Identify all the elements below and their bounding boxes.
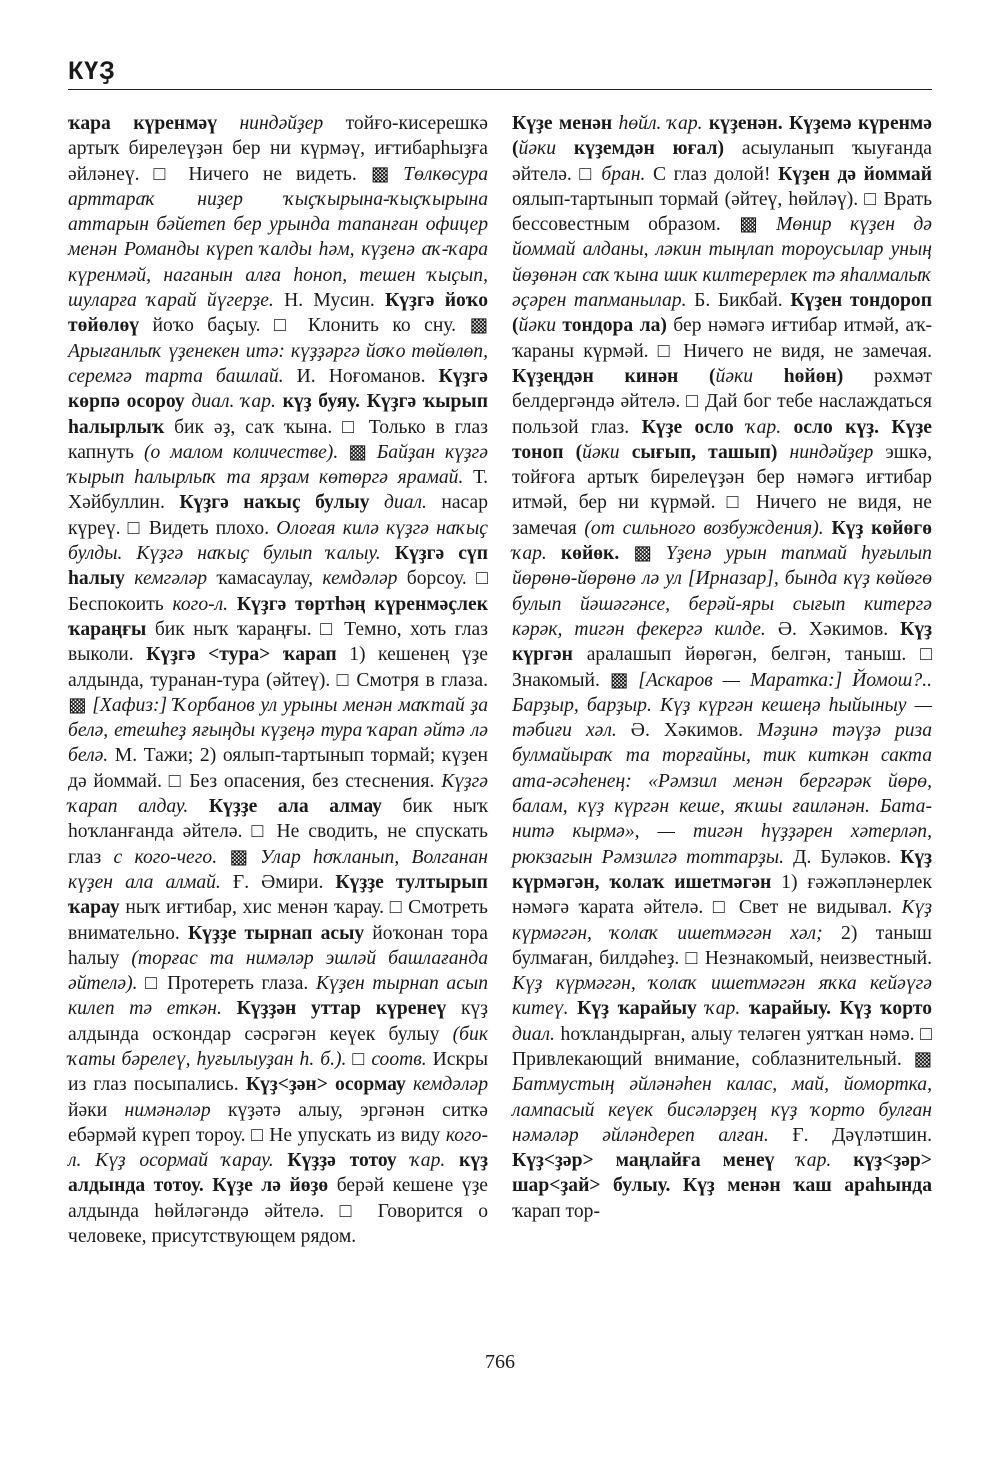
italic-text: соотв. [371,1048,427,1070]
body-text: йәки [68,1099,125,1121]
body-text: күҙәтә алыу, эргәнән ситкә ебәрмәй күреп тороу. □ Не упускать из виду [68,1099,488,1146]
body-text: Т. Хәйбуллин. [68,467,489,514]
body-text: ▩ [619,543,666,565]
headword-phrase: күҙ<ҙәр> шар<ҙай> булыу. Күҙ менән ҡаш араһында [512,1150,932,1197]
body-text: тойғо-кисерешкә артыҡ бирелеүҙән бер ни күрмәү, иғтибарһыҙға әйләнеү. □ Ничего не видеть. ▩ [68,113,488,185]
headword-phrase: Күҙе ослo [641,416,734,438]
headword-phrase: күҙенән. Күҙемә күренмә [708,113,932,134]
headword-phrase: ҡара күренмәү [68,113,218,134]
italic-text: Мөнир күҙен дә йоммай алданы, ләкин тыңлап тороусылар уның йөҙөнән саҡ ҡына шик килтерерлек тә яһалмалыҡ әҫәрен тапманылар. [512,214,932,312]
italic-text: ниндәйҙер [239,113,324,134]
body-text: 1) кешенең үҙе алдында, туранан-тура (әйтеү). □ Смотря в глаза. ▩ [68,644,488,716]
headword-phrase: тондора ла) [562,315,667,337]
headword-phrase: көйөк. [560,543,620,565]
italic-text: ҡар. [512,543,547,565]
italic-text: диал. [512,1023,555,1045]
italic-text: Күҙгә ҡарап алдау. [68,770,488,818]
body-text [753,366,784,387]
body-text [125,568,134,589]
body-text [774,1150,796,1171]
italic-text: [Аскаров — Маратка:] Йомош?.. Барҙыр, барҙыр. Күҙ күргән кешеңә һыйыныу — тәбиғи хәл. [512,669,932,742]
italic-text: [Хафиз:] Ҡорбанов ул урыны менән маҡтай ҙа белә, етешһеҙ яғыңды күҙеңә тура ҡарап әйтә лә белә. [68,694,488,767]
body-text [445,1150,459,1171]
body-text: Ә. Хәкимов. [765,618,901,640]
italic-text: йәки [715,365,754,387]
italic-text: кемдәләр [322,568,398,590]
body-text: ҡарап тор- [512,1200,600,1222]
body-text [217,113,239,134]
italic-text: һөйл. ҡар. [618,113,703,134]
headword-phrase: Күҙе менән [512,113,613,134]
body-text: ▩ [338,441,377,463]
page-number: 766 [485,1351,515,1373]
entry-paragraph [68,111,488,1249]
body-text: И. Ноғоманов. [283,365,439,387]
body-text [274,1150,288,1171]
body-text: насар күреү. □ Видеть плохо. [68,492,488,539]
italic-text: ҡар. [705,998,741,1020]
italic-text: ҡар. [746,416,782,438]
body-text [620,442,632,463]
headword-phrase: Күҙҙе тырнап асыу [187,922,365,944]
body-text [569,998,578,1019]
body-text [734,417,746,438]
body-text: берәй кешене үҙе алдында һөйләгәндә әйтелә. □ Говорится о человеке, присутствующем рядом. [68,1175,489,1248]
italic-text: Мәҙинә тәүҙә риза булмайыраҡ та торғайны, тик киткән сакта ата-әсәһенең: «Рәмзил менән бергәрәк йөрө, балам, күҙ күргән кеше, яҡшы ғаиләнән. Бата-нитә кырмә», — тигән һүҙҙәрен хәтерләп, рюкзагын Рәмзилгә тоттарҙы. [512,720,932,868]
body-text [381,543,395,564]
italic-text: йәки [518,138,556,160]
headword-phrase: Күҙгә йоҡо төйөлөү [68,290,488,337]
italic-text: ниндәйҙер [789,441,874,463]
italic-text: с кого-чего. [113,846,218,868]
italic-text: Улар һоҡланып, Волганан күҙен ала алмай. [68,846,489,893]
italic-text: нимәнәләр [124,1099,211,1121]
italic-text: ҡар. [410,1150,446,1172]
italic-text: (от сильного возбуждения). [584,517,824,539]
body-text [276,391,283,412]
headword-phrase: сығып, ташып) [631,441,778,463]
headword-phrase: Күҙ ҡарайыу [577,998,697,1020]
headword-phrase: ( [512,138,519,160]
body-text [777,442,789,463]
body-text: аралашып йөрөгән, белгән, таныш. □ Знакомый. ▩ [512,644,932,691]
body-text [370,492,384,513]
headword-phrase: Күҙ күрмәгән, ҡолаҡ ишетмәгән [512,846,933,893]
headword-phrase: Күҙен тондороп ( [512,290,932,337]
italic-text: кемдәләр [412,1074,488,1096]
body-text: Б. Бикбай. [686,290,791,312]
headword-phrase: ҡарайыу. Күҙ ҡорто [748,998,932,1020]
italic-text: (бик ҡаты бәрелеү, һуғылыуҙан һ. б.). [68,1023,488,1070]
body-text: □ Протереть глаза. [137,973,316,995]
body-text: Ғ. Дәүләтшин. [768,1124,932,1146]
body-text: бик ныҡ һоҡланғанда әйтелә. □ Не сводить, не спускать глаз [68,796,488,868]
italic-text: диал. ҡар. [191,391,276,413]
body-text [831,1150,853,1171]
body-text [547,543,561,564]
body-text: 1) ғәжәпләнерлек нәмәгә ҡарата әйтелә. □ Свет не видывал. [512,871,932,919]
body-text: һоҡландырған, алыу теләген уятҡан нәмә. □ Привлекающий внимание, соблазнительный. ▩ [512,1023,932,1070]
italic-text: Төлкөсура арттараҡ ниҙер ҡыҫҡырына-ҡыҫҡырына аттарын бәйетеп бер урында тапанған офицер менән Романды күреп ҡалды һәм, күҙенә аҡ-ҡара күренмәй, наганын алға һоноп, тешен ҡыҫып, шуларға ҡарай йүгерҙе. [68,163,488,312]
entry-paragraph [512,111,932,1224]
headword-phrase: күҙ алдында тотоу. Күҙе лә йөҙө [68,1150,489,1197]
running-head: КҮҘ [68,57,116,85]
italic-text: Күҙ күрмәгән, ҡолаҡ ишетмәгән яҡка кейәүгә китеү. [512,973,932,1020]
body-text: Искры из глаз посыпались. [68,1048,488,1096]
italic-text: Олоғая килә күҙгә наҡыҫ булды. Күҙгә наҡыҫ булып ҡалыу. [68,517,488,565]
body-text: бик әҙ, саҡ ҡына. □ Только в глаз капнуть [68,416,488,463]
body-text: □ [346,1048,372,1070]
headword-phrase: Күҙҙән уттар күренеү [236,998,447,1020]
body-text [397,1150,411,1171]
body-text: 2) таныш булмаған, билдәһеҙ. □ Незнакомый, неизвестный. [512,922,932,969]
body-text [556,138,574,159]
body-text: йоҡо баҫыу. □ Клонить ко сну. ▩ [139,315,488,337]
body-text: асыуланып ҡыуғанда әйтелә. □ [512,138,932,185]
body-text: рәхмәт белдергәндә әйтелә. □ Дай бог тебе наслаждаться пользой глаз. [512,365,932,438]
italic-text: Күҙен тырнап асып килеп тә еткән. [68,973,488,1020]
body-text: бик ныҡ ҡараңғы. □ Темно, хоть глаз выколи. [68,618,488,666]
italic-text: бран. [601,163,646,185]
headword-phrase: Күҙ<ҙән> осормау [245,1074,406,1096]
italic-text: Үҙенә урын тапмай һуғылып йөрөнө-йөрөнө лә ул [Ирназар], бында күҙ көйөгө булып йәшәгәнсе, берәй-яры сығып китергә кәрәк, тигән фекергә килде. [512,543,932,640]
headword-phrase: осло күҙ. Күҙе тоноп ( [512,416,933,463]
headword-phrase: Күҙгә сүп һалыу [68,543,488,590]
body-text: Ғ. Әмири. [220,871,336,893]
headword-phrase: Күҙ<ҙәр> маңлайға менеү [512,1150,775,1172]
italic-text: йәки [582,441,620,463]
body-text: борсоу. □ Беспокоить [68,568,488,615]
italic-text: диал. [384,492,427,514]
body-text: ҡамасаулау, [207,568,323,590]
body-text: йоҡонан тора һалыу [68,922,488,969]
body-text: оялып-тартынып тормай (әйтеү, һөйләү). □ Врать бессовестным образом. ▩ [512,188,932,236]
italic-text: кого-л. [172,593,229,615]
body-text [406,1074,413,1095]
body-text: эшкә, тойғоға артыҡ бирелеүҙән бер нәмәгә иғтибар итмәй, бер ни күрмәй. □ Ничего не видя, не замечая [512,441,932,539]
headword-phrase: Күҙгә <тура> ҡарап [146,644,337,666]
italic-text: ҡар. [796,1150,832,1172]
italic-text: Арығанлыҡ үҙенекен итә: күҙҙәргә йоҡо төйөлөп, серемгә тарта башлай. [68,340,488,387]
headword-phrase: күҙ буяу. Күҙгә ҡырып һалырлыҡ [68,391,489,438]
italic-text: йәки [518,315,556,337]
header-rule [68,89,932,90]
headword-phrase: күҙемдән юғал) [573,138,725,160]
headword-phrase: һөйөн) [783,365,844,387]
headword-phrase: Күҙеңдән кинән ( [512,365,716,387]
italic-text: Батмустың әйләнәһен калас, май, йомортка, лампасый кеүек бисәләрҙең күҙ ҡорто булған нәмәләр әйләндереп алған. [512,1074,932,1146]
body-text [188,796,209,817]
right-column [512,111,932,1224]
left-column [68,111,488,1249]
italic-text: (торғас та нимәләр эшләй башлағанда әйтелә). [68,947,488,995]
body-text [228,594,237,615]
italic-text: кемгәләр [134,568,208,590]
body-text [740,998,749,1019]
headword-phrase: Күҙен дә йоммай [778,163,932,185]
headword-phrase: Күҙгә төртһәң күренмәҫлек ҡараңғы [68,593,488,640]
italic-text: (о малом количестве). [143,441,339,463]
headword-phrase: Күҙ көйөгө [831,517,932,539]
body-text: бер нәмәгә иғтибар итмәй, аҡ-ҡараны күрмәй. □ Ничего не видя, не замечая. [512,315,932,362]
body-text: Н. Мусин. [273,290,386,312]
body-text: С глаз долой! [645,163,779,185]
body-text [781,417,793,438]
body-text: күҙ алдында осҡондар сәсрәгән кеүек булыу [68,998,488,1045]
body-text [222,998,237,1019]
italic-text: Күҙ күрмәгән, ҡолаҡ ишетмәгән хәл; [512,897,932,944]
headword-phrase: Күҙҙе тултырып ҡарау [68,871,488,919]
body-text: М. Тажи; 2) оялып-тартынып тормай; күҙен дә йоммай. □ Без опасения, без стеснения. [68,745,488,792]
headword-phrase: Күҙҙә тотоу [287,1150,397,1172]
headword-phrase: Күҙгә наҡыҫ булыу [179,492,370,514]
headword-phrase: Күҙ күргән [512,618,932,666]
headword-phrase: Күҙҙе ала алмау [208,796,382,818]
body-text: ныҡ иғтибар, хис менән ҡарау. □ Смотреть внимательно. [68,897,488,944]
body-text: Ә. Хәкимов. [616,720,758,742]
italic-text: Байҙан күҙгә ҡырып һалырлыҡ та ярҙам көтөргә ярамай. [68,441,488,489]
body-text: ▩ [217,846,261,868]
body-text: Д. Буләков. [784,846,901,868]
headword-phrase: Күҙгә көрпә осороу [68,365,488,413]
italic-text: кого-л. Күҙ осормай ҡарау. [68,1124,488,1172]
